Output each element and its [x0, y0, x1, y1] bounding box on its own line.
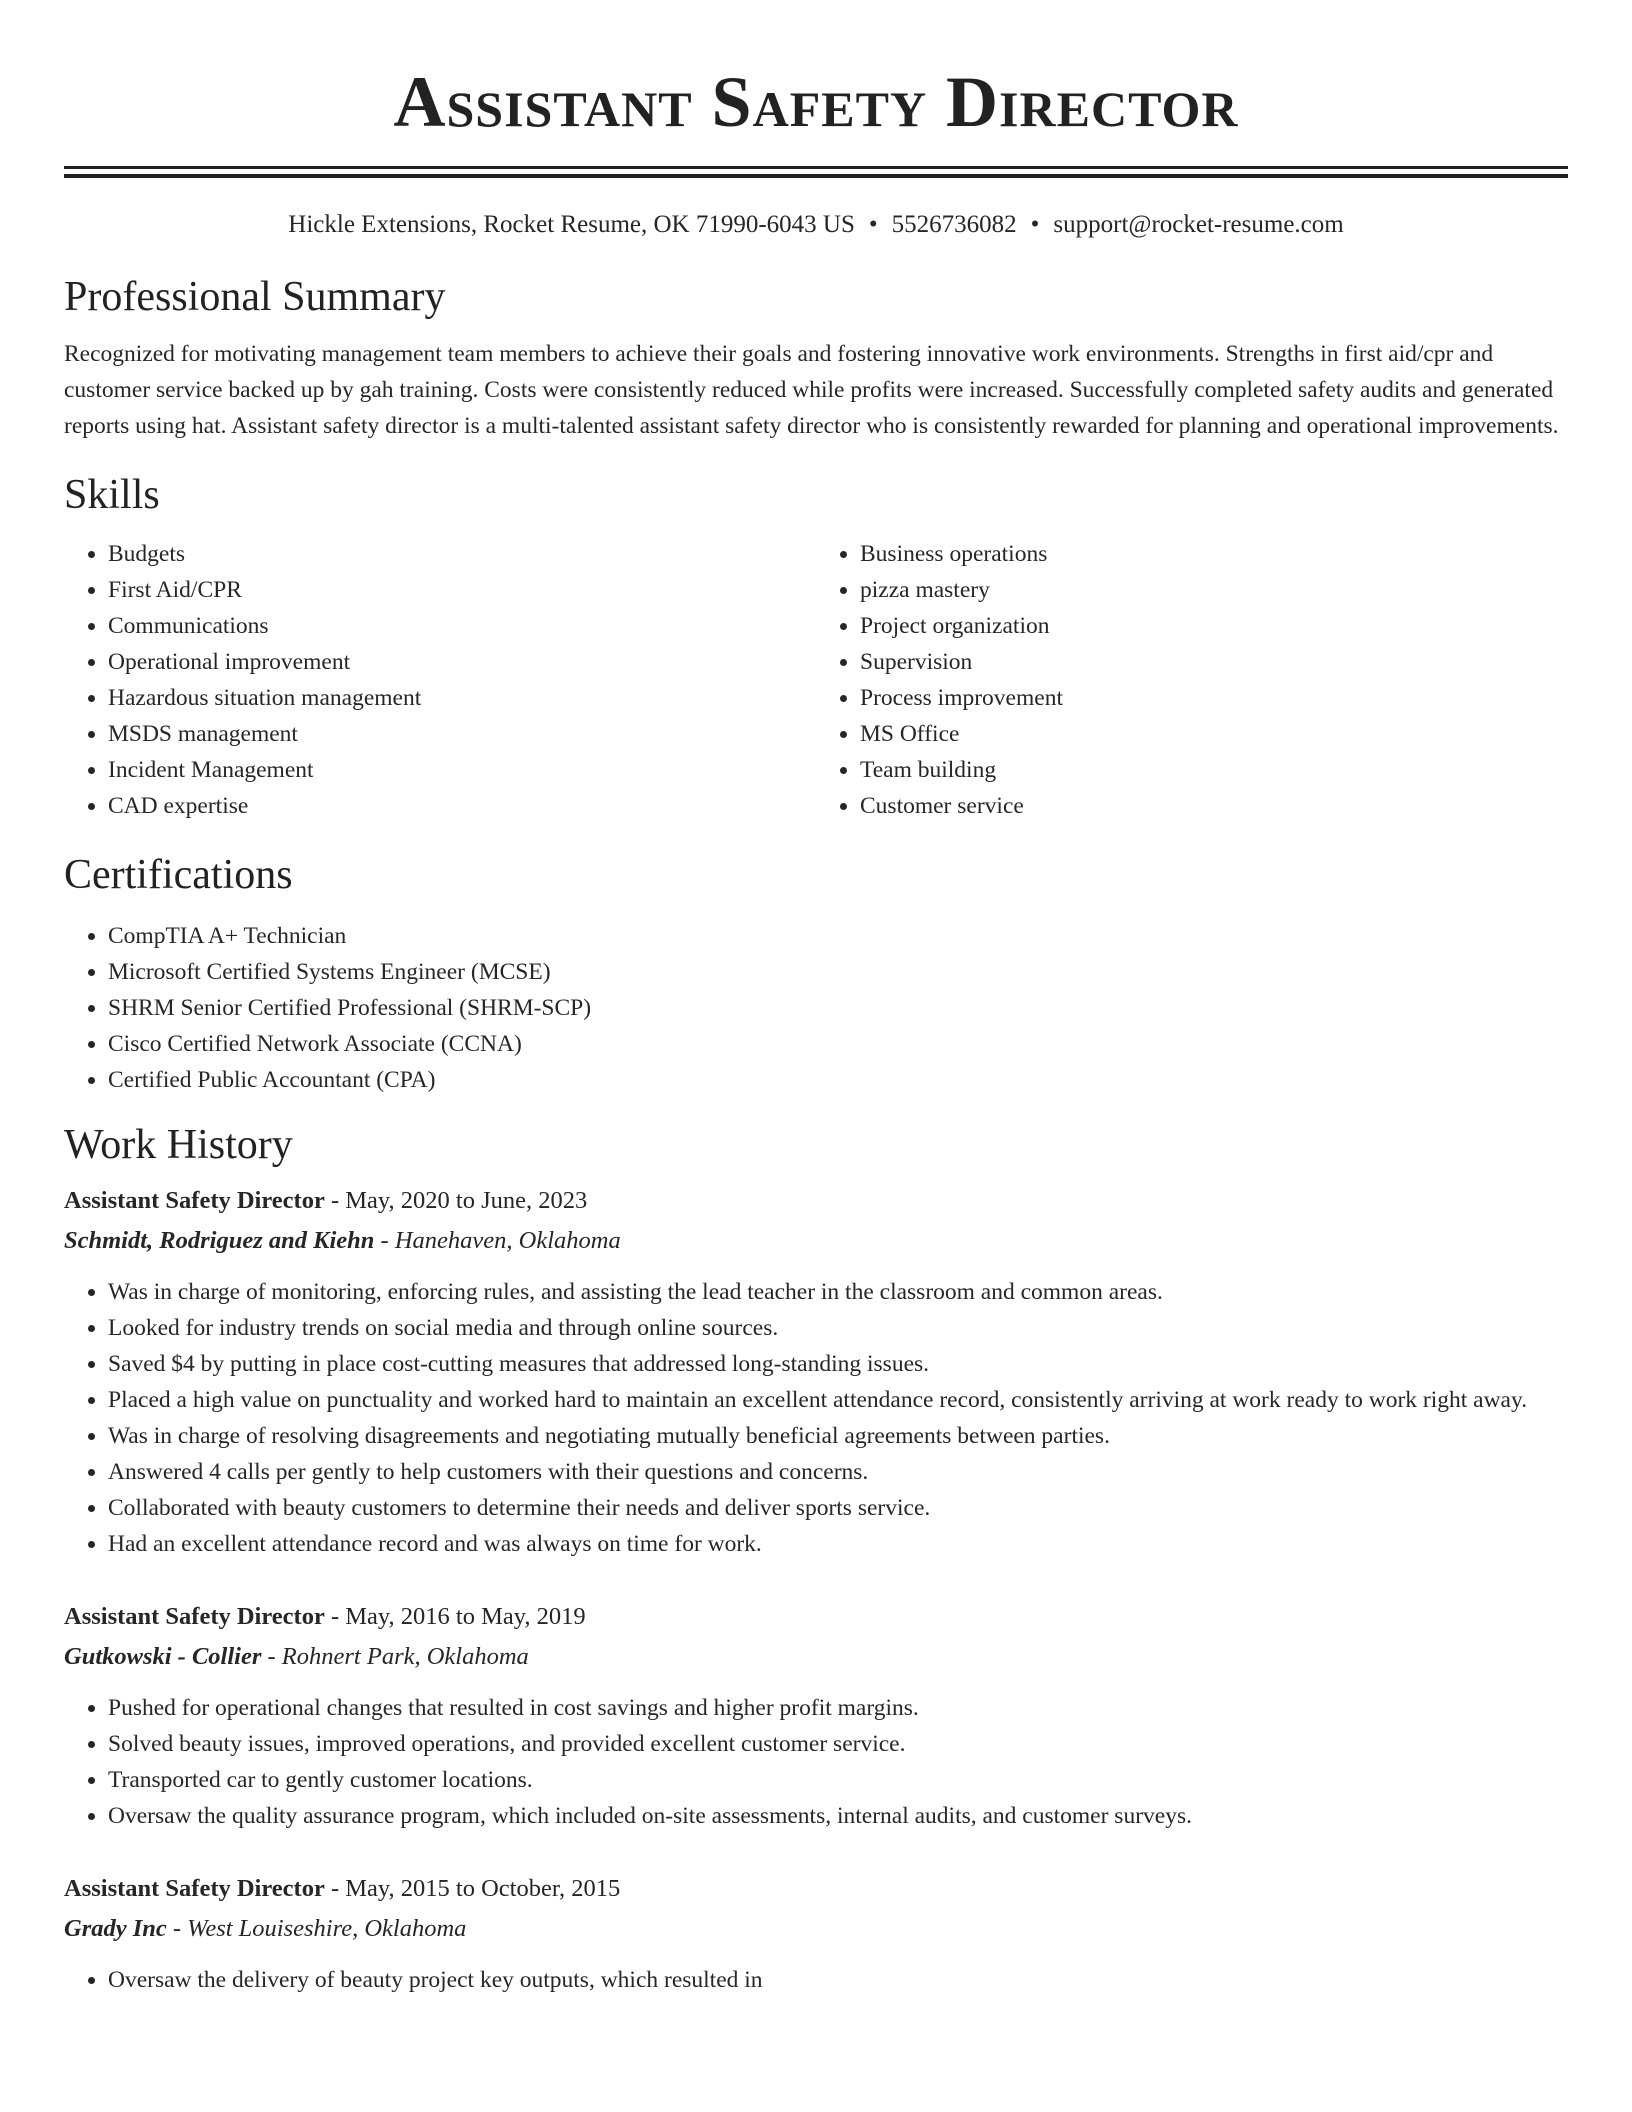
skill-item: • Incident Management [108, 752, 816, 788]
skill-item: • Team building [860, 752, 1568, 788]
job-company-line [64, 1224, 1568, 1258]
certifications-heading: Certifications [64, 852, 293, 898]
skills-left-list [64, 536, 816, 824]
skill-item: • MSDS management [108, 716, 816, 752]
job-location: - Hanehaven, Oklahoma [374, 1227, 621, 1254]
job-bullet: • Oversaw the quality assurance program, which included on-site assessments, internal audits, and customer surveys. [108, 1798, 1568, 1834]
job-title: Assistant Safety Director [64, 1187, 325, 1214]
job-bullet: • Collaborated with beauty customers to determine their needs and deliver sports service. [108, 1490, 1568, 1526]
job-company: Grady Inc [64, 1915, 167, 1942]
skill-item: • Process improvement [860, 680, 1568, 716]
skill-item: • Operational improvement [108, 644, 816, 680]
job-bullet: • Oversaw the delivery of beauty project key outputs, which resulted in [108, 1962, 1568, 1998]
skill-item: • MS Office [860, 716, 1568, 752]
skill-item: • Customer service [860, 788, 1568, 824]
job-title-line [64, 1600, 1568, 1634]
job-title: Assistant Safety Director [64, 1603, 325, 1630]
job-title: Assistant Safety Director [64, 1875, 325, 1902]
skill-item: • Hazardous situation management [108, 680, 816, 716]
certification-item: • Certified Public Accountant (CPA) [108, 1062, 1568, 1098]
certifications-list [64, 918, 1568, 1098]
skill-item: • Business operations [860, 536, 1568, 572]
job-company: Schmidt, Rodriguez and Kiehn [64, 1227, 375, 1254]
job-bullet-list [64, 1274, 1568, 1562]
job-bullet: • Answered 4 calls per gently to help customers with their questions and concerns. [108, 1454, 1568, 1490]
job-dates: - May, 2020 to June, 2023 [324, 1187, 588, 1214]
skill-item: • CAD expertise [108, 788, 816, 824]
certification-item: • Microsoft Certified Systems Engineer (MCSE) [108, 954, 1568, 990]
contact-email[interactable]: support@rocket-resume.com [1053, 211, 1344, 238]
job-title-line [64, 1872, 1568, 1906]
job-location: - Rohnert Park, Oklahoma [261, 1643, 529, 1670]
job-bullet: • Transported car to gently customer locations. [108, 1762, 1568, 1798]
job-bullet: • Pushed for operational changes that resulted in cost savings and higher profit margins. [108, 1690, 1568, 1726]
contact-phone: 5526736082 [891, 211, 1017, 238]
certification-item: • SHRM Senior Certified Professional (SHRM-SCP) [108, 990, 1568, 1026]
job-bullet: • Was in charge of resolving disagreements and negotiating mutually beneficial agreements between parties. [108, 1418, 1568, 1454]
certification-item: • CompTIA A+ Technician [108, 918, 1568, 954]
work-history-heading: Work History [64, 1122, 293, 1168]
job-bullet-list [64, 1690, 1568, 1834]
contact-line [64, 208, 1568, 242]
skill-item: • Supervision [860, 644, 1568, 680]
skill-item: • pizza mastery [860, 572, 1568, 608]
job-company: Gutkowski - Collier [64, 1643, 262, 1670]
job-dates: - May, 2016 to May, 2019 [324, 1603, 586, 1630]
resume-title: Assistant Safety Director [393, 62, 1239, 142]
job-bullet: • Solved beauty issues, improved operations, and provided excellent customer service. [108, 1726, 1568, 1762]
job-location: - West Louiseshire, Oklahoma [166, 1915, 467, 1942]
job-bullet: • Placed a high value on punctuality and worked hard to maintain an excellent attendance record, consistently arriving at work ready to work right away. [108, 1382, 1568, 1418]
summary-heading: Professional Summary [64, 274, 446, 320]
job-entry [64, 1184, 1568, 1562]
job-entry [64, 1600, 1568, 1834]
job-bullet: • Looked for industry trends on social media and through online sources. [108, 1310, 1568, 1346]
job-entry [64, 1872, 1568, 1998]
job-bullet: • Saved $4 by putting in place cost-cutting measures that addressed long-standing issues. [108, 1346, 1568, 1382]
skill-item: • First Aid/CPR [108, 572, 816, 608]
skill-item: • Communications [108, 608, 816, 644]
job-company-line [64, 1912, 1568, 1946]
contact-separator: • [1030, 211, 1040, 238]
job-bullet: • Was in charge of monitoring, enforcing rules, and assisting the lead teacher in the classroom and common areas. [108, 1274, 1568, 1310]
skills-right-list [816, 536, 1568, 824]
contact-separator: • [868, 211, 878, 238]
job-bullet: • Had an excellent attendance record and was always on time for work. [108, 1526, 1568, 1562]
resume-page [64, 0, 1568, 1998]
skills-heading: Skills [64, 472, 160, 518]
job-bullet-list [64, 1962, 1568, 1998]
certification-item: • Cisco Certified Network Associate (CCNA) [108, 1026, 1568, 1062]
job-company-line [64, 1640, 1568, 1674]
job-title-line [64, 1184, 1568, 1218]
title-divider [64, 166, 1568, 178]
job-dates: - May, 2015 to October, 2015 [324, 1875, 621, 1902]
summary-text: Recognized for motivating management team members to achieve their goals and fostering innovative work environments. Strengths in first aid/cpr and customer service backed up by gah training. Costs were consistently reduced while profits were increased. Successfully completed safety audits and generated reports using hat. Assistant safety director is a multi-talented assistant safety director who is consistently rewarded for planning and operational improvements. [64, 341, 1559, 439]
skill-item: • Project organization [860, 608, 1568, 644]
skills-columns [64, 536, 1568, 824]
skill-item: • Budgets [108, 536, 816, 572]
contact-address: Hickle Extensions, Rocket Resume, OK 71990-6043 US [288, 211, 855, 238]
